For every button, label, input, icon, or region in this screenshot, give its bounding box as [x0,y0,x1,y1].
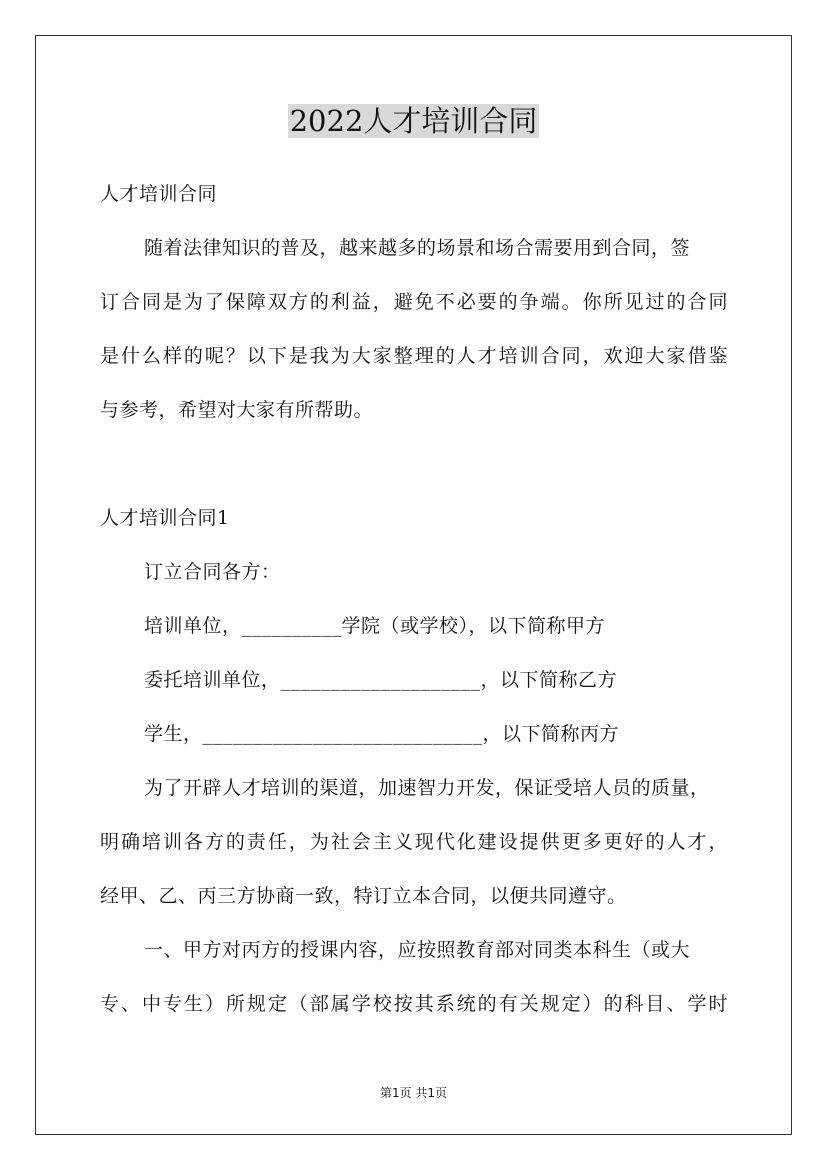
paragraph-line: 随着法律知识的普及，越来越多的场景和场合需要用到合同，签 [144,237,691,259]
paragraph-line: 为了开辟人才培训的渠道，加速智力开发，保证受培人员的质量， [144,777,710,799]
paragraph-line: 专、中专生）所规定（部属学校按其系统的有关规定）的科目、学时 [100,993,728,1015]
party-line-b: 委托培训单位，____________________，以下简称乙方 [144,669,618,691]
document-title: 2022人才培训合同 [289,104,538,138]
party-line-a: 培训单位，__________学院（或学校），以下简称甲方 [144,615,606,637]
paragraph-line: 一、甲方对丙方的授课内容，应按照教育部对同类本科生（或大 [144,939,691,961]
paragraph-line: 与参考，希望对大家有所帮助。 [100,399,374,421]
paragraph-line: 经甲、乙、丙三方协商一致，特订立本合同，以便共同遵守。 [100,885,627,907]
paragraph-line: 明确培训各方的责任，为社会主义现代化建设提供更多更好的人才， [100,831,728,853]
party-line-c: 学生，____________________________，以下简称丙方 [144,723,620,745]
paragraph-line: 是什么样的呢？以下是我为大家整理的人才培训合同，欢迎大家借鉴 [100,345,728,367]
section-heading: 人才培训合同 [100,183,218,205]
document-title-wrap [0,101,827,141]
section-heading: 人才培训合同1 [100,507,230,529]
page-number: 第1页 共1页 [379,1086,448,1100]
paragraph-line: 订立合同各方： [144,561,281,583]
paragraph-line: 订合同是为了保障双方的利益，避免不必要的争端。你所见过的合同 [100,291,728,313]
